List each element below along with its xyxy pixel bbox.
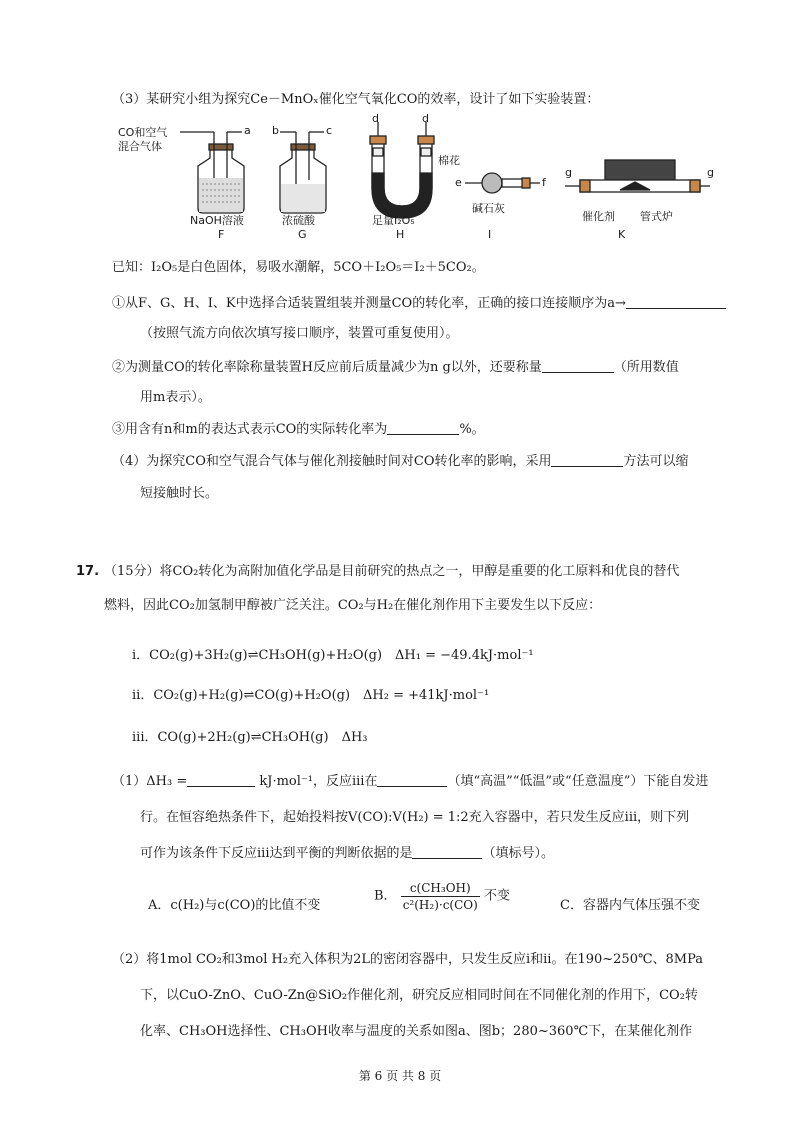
bottle-g bbox=[280, 132, 326, 213]
sub-question-2-tail: （所用数值 bbox=[613, 360, 679, 375]
page-footer: 第 6 页 共 8 页 bbox=[358, 1069, 442, 1083]
answer-blank-dh3[interactable] bbox=[187, 772, 255, 787]
q17-part1-c: （填“高温”“低温”或“任意温度”）下能自发进 bbox=[447, 774, 709, 789]
port-g-left: g bbox=[565, 166, 572, 179]
answer-blank-4[interactable] bbox=[551, 452, 623, 467]
g-name: G bbox=[298, 228, 307, 241]
sub-question-1-text: ①从F、G、H、I、K中选择合适装置组装并测量CO的转化率，正确的接口连接顺序为a→ bbox=[112, 296, 626, 311]
q17-part1-b: kJ·mol⁻¹，反应iii在 bbox=[259, 774, 378, 789]
sub-question-3 bbox=[112, 420, 485, 440]
option-a: A．c(H₂)与c(CO)的比值不变 bbox=[148, 898, 321, 913]
known-info: 已知：I₂O₅是白色固体，易吸水潮解，5CO＋I₂O₅＝I₂＋5CO₂。 bbox=[112, 260, 485, 275]
port-d-left: d bbox=[372, 112, 379, 125]
catalyst-label: 催化剂 bbox=[582, 210, 615, 223]
k-name: K bbox=[618, 228, 626, 241]
port-d-right: d bbox=[422, 112, 429, 125]
q17-part2-line2: 下，以CuO-ZnO、CuO-Zn@SiO₂作催化剂，研究反应相同时间在不同催化剂的作用下，CO₂转 bbox=[140, 988, 698, 1003]
port-f: f bbox=[542, 176, 546, 189]
answer-blank-1[interactable] bbox=[626, 294, 726, 309]
part4 bbox=[112, 452, 689, 472]
q17-part1-f: （填标号）。 bbox=[482, 846, 554, 861]
port-c-g: c bbox=[326, 124, 333, 137]
port-e: e bbox=[455, 176, 462, 189]
sub-question-3-tail: %。 bbox=[459, 422, 485, 437]
answer-blank-3[interactable] bbox=[387, 420, 459, 435]
port-a: a bbox=[244, 124, 251, 137]
sub-question-1 bbox=[112, 294, 726, 314]
tube-furnace-k bbox=[565, 160, 710, 192]
furnace-label: 管式炉 bbox=[640, 210, 673, 223]
option-c: C．容器内气体压强不变 bbox=[560, 898, 700, 913]
option-b-tail: 不变 bbox=[483, 888, 510, 904]
question-17-number: 17. bbox=[76, 564, 100, 579]
answer-blank-criteria[interactable] bbox=[412, 844, 482, 859]
part4-cont: 短接触时长。 bbox=[140, 486, 219, 501]
option-b-label: B． bbox=[374, 888, 397, 904]
sub-question-2-text: ②为测量CO的转化率除称量装置H反应前后质量减少为n g以外，还要称量 bbox=[112, 360, 542, 375]
u-tube-h bbox=[370, 122, 434, 218]
option-b-fraction bbox=[401, 880, 480, 913]
part4-tail: 方法可以缩 bbox=[623, 454, 689, 469]
i-reagent-label: 碱石灰 bbox=[472, 202, 505, 215]
h-name: H bbox=[396, 228, 405, 241]
f-inlet-label-1: CO和空气 bbox=[118, 126, 168, 139]
g-liquid-label: 浓硫酸 bbox=[282, 214, 315, 227]
f-name: F bbox=[218, 228, 225, 241]
answer-blank-2[interactable] bbox=[542, 358, 614, 373]
option-b-denominator: c²(H₂)·c(CO) bbox=[402, 898, 478, 912]
sub-question-1-note: （按照气流方向依次填写接口顺序，装置可重复使用）。 bbox=[140, 326, 459, 341]
reaction-ii: ii．CO₂(g)+H₂(g)⇌CO(g)+H₂O(g) ΔH₂ = +41kJ·mol⁻¹ bbox=[132, 688, 490, 703]
option-b bbox=[374, 880, 510, 930]
f-inlet-label-2: 混合气体 bbox=[118, 140, 162, 153]
part3-heading: （3）某研究小组为探究Ce－MnOₓ催化空气氧化CO的效率，设计了如下实验装置： bbox=[112, 92, 600, 107]
q17-part1-e: 可作为该条件下反应iii达到平衡的判断依据的是 bbox=[140, 846, 413, 861]
bottle-f bbox=[180, 132, 244, 213]
sub-question-2-note: 用m表示）。 bbox=[140, 390, 211, 405]
q17-part1-line2: 行。在恒容绝热条件下，起始投料按V(CO):V(H₂) = 1:2充入容器中，若只发生反应iii，则下列 bbox=[140, 810, 690, 825]
sub-question-3-text: ③用含有n和m的表达式表示CO的实际转化率为 bbox=[112, 422, 388, 437]
q17-part2-line3: 化率、CH₃OH选择性、CH₃OH收率与温度的关系如图a、图b；280~360℃下，在某催化剂作 bbox=[140, 1024, 693, 1039]
drying-tube-i bbox=[465, 173, 540, 193]
q17-part1-line3 bbox=[140, 844, 554, 864]
reaction-iii: iii．CO(g)+2H₂(g)⇌CH₃OH(g) ΔH₃ bbox=[132, 730, 368, 745]
q17-part1-line1 bbox=[112, 772, 708, 792]
port-g-right: g bbox=[707, 166, 714, 179]
reaction-i: i．CO₂(g)+3H₂(g)⇌CH₃OH(g)+H₂O(g) ΔH₁ = −49.4kJ·mol⁻¹ bbox=[132, 648, 534, 663]
option-b-numerator: c(CH₃OH) bbox=[401, 880, 480, 897]
port-b: b bbox=[272, 124, 279, 137]
f-liquid-label: NaOH溶液 bbox=[190, 214, 244, 227]
q17-part2-line1: （2）将1mol CO₂和3mol H₂充入体积为2L的密闭容器中，只发生反应i和ii。在190~250℃、8MPa bbox=[112, 952, 703, 967]
i-name: I bbox=[488, 228, 492, 241]
part4-text: （4）为探究CO和空气混合气体与催化剂接触时间对CO转化率的影响，采用 bbox=[112, 454, 552, 469]
sub-question-2 bbox=[112, 358, 679, 378]
q17-intro-line2: 燃料，因此CO₂加氢制甲醇被广泛关注。CO₂与H₂在催化剂作用下主要发生以下反应： bbox=[104, 598, 602, 613]
apparatus-diagram bbox=[110, 112, 714, 243]
answer-blank-temp[interactable] bbox=[377, 772, 447, 787]
q17-part1-a: （1）ΔH₃ = bbox=[112, 774, 188, 789]
q17-intro-line1: （15分）将CO₂转化为高附加值化学品是目前研究的热点之一，甲醇是重要的化工原料和优良的替代 bbox=[104, 564, 680, 579]
cotton-label: 棉花 bbox=[438, 154, 460, 167]
h-reagent-label: 足量I₂O₅ bbox=[372, 214, 415, 227]
